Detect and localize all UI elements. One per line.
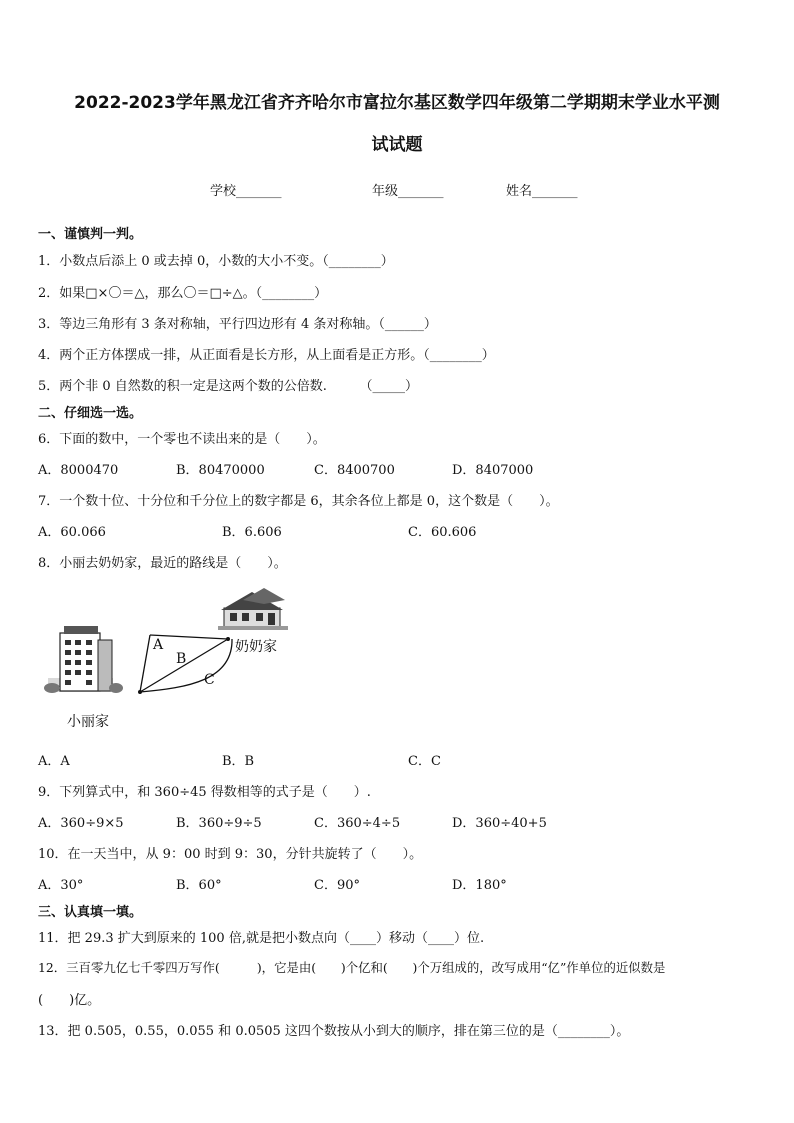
route-figure [38, 588, 338, 733]
school-field: 学校_______ [210, 184, 282, 199]
q8-option-b: B．B [222, 754, 255, 769]
section-heading-3: 三、认真填一填。 [38, 905, 143, 920]
question-12: 12．三百零九亿七千零四万写作( )，它是由( )个亿和( )个万组成的，改写成用“亿”作单位的近似数是 [38, 960, 666, 975]
question-5: 5．两个非 0 自然数的积一定是这两个数的公倍数. （_____） [38, 379, 418, 394]
q8-option-c: C．C [408, 754, 441, 769]
q8-option-a: A．A [38, 754, 70, 769]
q9-option-c: C．360÷4÷5 [314, 816, 401, 831]
q9-option-b: B．360÷9÷5 [176, 816, 262, 831]
question-4: 4．两个正方体摆成一排，从正面看是长方形，从上面看是正方形。（________） [38, 348, 495, 363]
question-7: 7．一个数十位、十分位和千分位上的数字都是 6，其余各位上都是 0，这个数是（ ）。 [38, 494, 559, 509]
question-11: 11．把 29.3 扩大到原来的 100 倍,就是把小数点向（____）移动（____）位. [38, 931, 485, 946]
question-8: 8．小丽去奶奶家，最近的路线是（ ）。 [38, 556, 287, 571]
question-13: 13．把 0.505，0.55，0.055 和 0.0505 这四个数按从小到大的顺序，排在第三位的是（________）。 [38, 1024, 630, 1039]
grandma-home-label: 奶奶家 [235, 639, 277, 655]
route-a-line-1 [140, 635, 150, 692]
q10-option-a: A．30° [38, 878, 84, 893]
q9-option-d: D．360÷40+5 [452, 816, 547, 831]
route-a-label: A [153, 637, 164, 653]
q7-option-a: A．60.066 [38, 525, 106, 540]
route-b-label: B [176, 651, 187, 667]
q7-option-b: B．6.606 [222, 525, 282, 540]
question-6: 6．下面的数中，一个零也不读出来的是（ ）。 [38, 432, 326, 447]
q10-option-b: B．60° [176, 878, 222, 893]
q6-option-a: A．8000470 [38, 463, 119, 478]
question-10: 10．在一天当中，从 9：00 时到 9：30，分针共旋转了（ ）。 [38, 847, 423, 862]
xiaoli-home-label: 小丽家 [67, 714, 109, 730]
question-2: 2．如果□×〇＝△，那么〇＝□÷△。（________） [38, 286, 328, 301]
house-icon [218, 588, 288, 630]
q6-option-d: D．8407000 [452, 463, 534, 478]
page-title-line1: 2022-2023学年黑龙江省齐齐哈尔市富拉尔基区数学四年级第二学期期末学业水平测 [74, 93, 720, 113]
page-title-line2: 试试题 [371, 135, 423, 155]
section-heading-2: 二、仔细选一选。 [38, 406, 143, 421]
apartment-building-icon [44, 626, 123, 693]
section-heading-1: 一、谨慎判一判。 [38, 227, 143, 242]
q10-option-c: C．90° [314, 878, 360, 893]
q7-option-c: C．60.606 [408, 525, 477, 540]
question-12-continued: ( )亿。 [38, 993, 101, 1008]
name-field: 姓名_______ [506, 184, 578, 199]
route-c-label: C [204, 672, 215, 688]
q6-option-b: B．80470000 [176, 463, 265, 478]
question-3: 3．等边三角形有 3 条对称轴，平行四边形有 4 条对称轴。（______） [38, 317, 437, 332]
q9-option-a: A．360÷9×5 [38, 816, 124, 831]
q6-option-c: C．8400700 [314, 463, 395, 478]
grade-field: 年级_______ [372, 184, 444, 199]
q10-option-d: D．180° [452, 878, 507, 893]
question-1: 1．小数点后添上 0 或去掉 0，小数的大小不变。（________） [38, 254, 394, 269]
question-9: 9．下列算式中，和 360÷45 得数相等的式子是（ ）. [38, 785, 371, 800]
